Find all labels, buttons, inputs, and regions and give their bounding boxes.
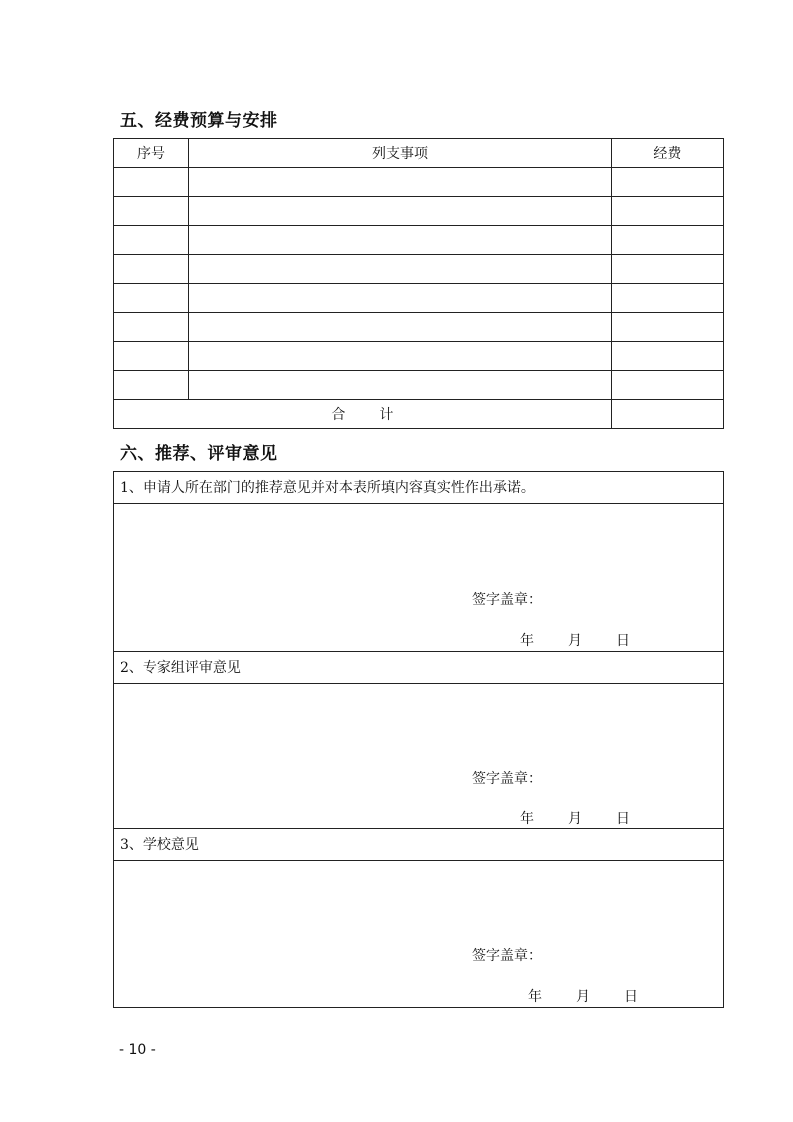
cell-funds[interactable] <box>611 371 723 400</box>
cell-item[interactable] <box>189 168 612 197</box>
date-month: 月 <box>568 633 582 649</box>
date-day: 日 <box>616 811 630 827</box>
cell-item[interactable] <box>189 255 612 284</box>
cell-funds[interactable] <box>611 168 723 197</box>
total-label-text: 合计 <box>331 407 428 423</box>
date-year: 年 <box>520 633 534 649</box>
opinion-body[interactable] <box>114 684 723 828</box>
date-year: 年 <box>528 989 542 1005</box>
date-line <box>528 986 672 1006</box>
opinion-body[interactable] <box>114 861 723 1007</box>
total-value[interactable] <box>611 400 723 429</box>
cell-item[interactable] <box>189 197 612 226</box>
date-line <box>520 808 664 828</box>
table-row <box>114 284 724 313</box>
signature-label: 签字盖章： <box>472 948 542 964</box>
cell-item[interactable] <box>189 313 612 342</box>
opinion-box-department <box>113 471 724 652</box>
cell-item[interactable] <box>189 226 612 255</box>
table-header-row <box>114 139 724 168</box>
cell-index[interactable] <box>114 313 189 342</box>
cell-index[interactable] <box>114 168 189 197</box>
budget-table <box>113 138 724 429</box>
table-row <box>114 197 724 226</box>
header-item: 列支事项 <box>189 139 612 168</box>
table-row <box>114 255 724 284</box>
opinion-box-school <box>113 828 724 1008</box>
cell-funds[interactable] <box>611 197 723 226</box>
cell-index[interactable] <box>114 226 189 255</box>
header-index: 序号 <box>114 139 189 168</box>
total-label <box>114 400 612 429</box>
opinion-label: 3、学校意见 <box>114 829 723 861</box>
cell-index[interactable] <box>114 255 189 284</box>
cell-funds[interactable] <box>611 226 723 255</box>
cell-funds[interactable] <box>611 342 723 371</box>
signature-label: 签字盖章： <box>472 771 542 787</box>
signature-label: 签字盖章： <box>472 592 542 608</box>
table-row <box>114 226 724 255</box>
cell-item[interactable] <box>189 284 612 313</box>
cell-funds[interactable] <box>611 313 723 342</box>
opinion-box-experts <box>113 651 724 829</box>
cell-item[interactable] <box>189 342 612 371</box>
cell-index[interactable] <box>114 284 189 313</box>
cell-index[interactable] <box>114 197 189 226</box>
section-title-budget: 五、经费预算与安排 <box>120 111 278 131</box>
date-line <box>520 630 664 650</box>
cell-funds[interactable] <box>611 255 723 284</box>
date-year: 年 <box>520 811 534 827</box>
cell-index[interactable] <box>114 371 189 400</box>
date-month: 月 <box>576 989 590 1005</box>
section-title-opinions: 六、推荐、评审意见 <box>120 444 278 464</box>
date-day: 日 <box>616 633 630 649</box>
opinion-body[interactable] <box>114 504 723 651</box>
cell-item[interactable] <box>189 371 612 400</box>
opinion-label: 2、专家组评审意见 <box>114 652 723 684</box>
cell-index[interactable] <box>114 342 189 371</box>
table-row <box>114 168 724 197</box>
table-row <box>114 371 724 400</box>
page-number: - 10 - <box>119 1042 156 1058</box>
date-month: 月 <box>568 811 582 827</box>
table-row <box>114 313 724 342</box>
total-row <box>114 400 724 429</box>
table-row <box>114 342 724 371</box>
date-day: 日 <box>624 989 638 1005</box>
cell-funds[interactable] <box>611 284 723 313</box>
opinion-label: 1、申请人所在部门的推荐意见并对本表所填内容真实性作出承诺。 <box>114 472 723 504</box>
header-funds: 经费 <box>611 139 723 168</box>
